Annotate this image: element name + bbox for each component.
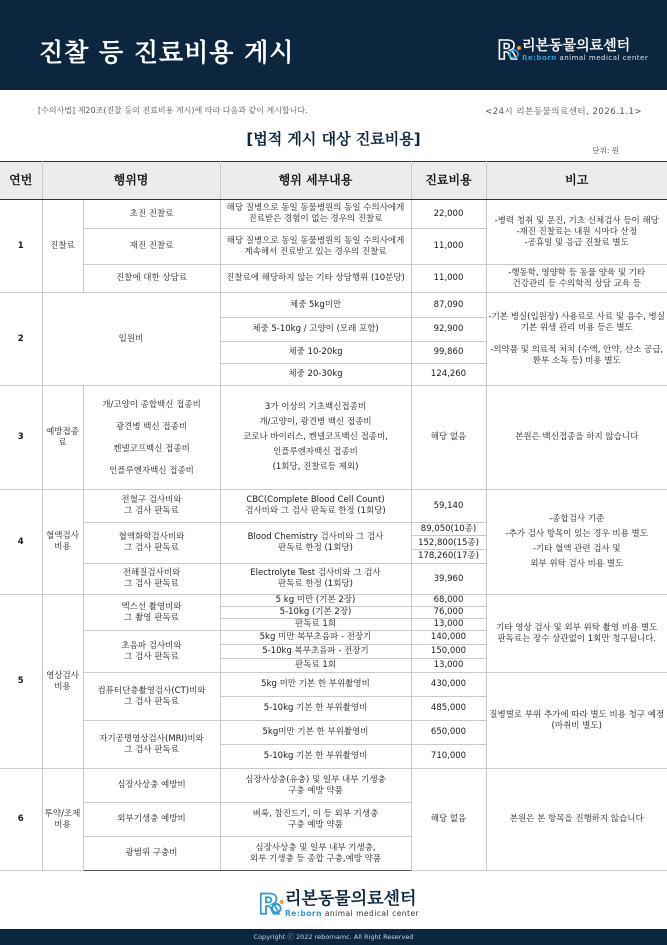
col-header-item: 행위명 bbox=[42, 162, 220, 200]
item-price: 178,260(17종) bbox=[418, 551, 479, 561]
item-detail: 3가 이상의 기초백신접종비 개/고양이, 광견병 백신 접종비 코로나 바이러스, 켄넬코프백신 접종비, 인플루엔자백신 접종비 (1회당, 진찰료등 제외) bbox=[220, 386, 411, 490]
group-category: 영상검사 비용 bbox=[42, 595, 83, 769]
group-category: 혈액검사 비용 bbox=[42, 490, 83, 595]
item-note: 본원은 백신접종을 하지 않습니다 bbox=[486, 386, 667, 490]
svg-text:R: R bbox=[258, 888, 280, 920]
item-name: 전해질검사비와 그 검사 판독료 bbox=[83, 564, 220, 595]
item-price: 76,000 bbox=[411, 607, 486, 619]
item-note: 기타 영상 검사 및 외부 위탁 촬영 비용 별도 판독료는 장수 상관없이 1회만 청구됩니다. bbox=[486, 595, 667, 673]
copyright-text: Copyright ⓒ 2022 rebornamc. All Right Reserved bbox=[253, 933, 414, 941]
item-detail: 벼룩, 참진드기, 이 등 외부 기생충 구충 예방 약품 bbox=[220, 803, 411, 837]
item-detail: 5 kg 미만 (기본 2장) bbox=[220, 595, 411, 607]
group-category: 입원비 bbox=[42, 293, 220, 386]
copyright-bar bbox=[0, 929, 667, 945]
item-detail: 5kg 미만 복부초음파 - 전장기 bbox=[220, 631, 411, 645]
group-number: 6 bbox=[0, 769, 42, 871]
item-name-list bbox=[83, 386, 220, 490]
issuer-date: <24시 리본동물의료센터, 2026.1.1> bbox=[485, 107, 642, 117]
item-price: 11,000 bbox=[411, 265, 486, 293]
item-note: -행동학, 영양학 등 동물 양육 및 기타 건강관리 등 수의학적 상담 교육 등 bbox=[486, 265, 667, 293]
item-detail: 판독료 1회 bbox=[220, 659, 411, 673]
item-detail: 진찰료에 해당하지 않는 기타 상담행위 (10분당) bbox=[220, 265, 411, 293]
item-price: 22,000 bbox=[411, 200, 486, 229]
reborn-logo-icon bbox=[257, 888, 285, 920]
item-name: 진찰에 대한 상담료 bbox=[83, 265, 220, 293]
item-name: 개/고양이 종합백신 접종비 bbox=[102, 399, 201, 410]
group-category: 진찰료 bbox=[42, 200, 83, 293]
item-detail: Electrolyte Test 검사비와 그 검사 판독료 한정 (1회당) bbox=[220, 564, 411, 595]
item-detail: 체중 20-30kg bbox=[220, 364, 411, 386]
col-header-detail: 행위 세부내용 bbox=[220, 162, 411, 200]
brand-name-ko: 리본동물의료센터 bbox=[522, 37, 631, 54]
item-price: 59,140 bbox=[411, 490, 486, 523]
item-name: 엑스선 촬영비와 그 촬영 판독료 bbox=[83, 595, 220, 631]
table-header-row bbox=[0, 162, 667, 200]
item-detail: 판독료 1회 bbox=[220, 619, 411, 631]
item-name: 광범위 구충비 bbox=[83, 837, 220, 871]
item-price: 해당 없음 bbox=[411, 769, 486, 871]
item-detail: 5kg미만 기본 한 부위촬영비 bbox=[220, 721, 411, 745]
item-price: 39,960 bbox=[411, 564, 486, 595]
item-detail: 5-10kg 기본 한 부위촬영비 bbox=[220, 697, 411, 721]
item-name: 광견병 백신 접종비 bbox=[115, 421, 188, 432]
group-number: 2 bbox=[0, 293, 42, 386]
item-name: 심장사상충 예방비 bbox=[83, 769, 220, 803]
group-number: 4 bbox=[0, 490, 42, 595]
group-category: 투약/조제 비용 bbox=[42, 769, 83, 871]
item-detail: 5-10kg 복부초음파 - 전장기 bbox=[220, 645, 411, 659]
table-row bbox=[0, 293, 667, 318]
item-name: 컴퓨터단층촬영검사(CT)비와 그 검사 판독료 bbox=[83, 673, 220, 721]
item-price: 99,860 bbox=[411, 342, 486, 364]
col-header-price: 진료비용 bbox=[411, 162, 486, 200]
col-header-note: 비고 bbox=[486, 162, 667, 200]
item-name: 인플루엔자백신 접종비 bbox=[109, 465, 194, 476]
footer-brand bbox=[257, 888, 419, 920]
item-price: 89,050(10종) bbox=[412, 523, 486, 536]
header-brand bbox=[496, 35, 648, 65]
item-price: 13,000 bbox=[411, 619, 486, 631]
item-price: 92,900 bbox=[411, 318, 486, 342]
brand-name-en: Re:born animal medical center bbox=[522, 53, 649, 62]
item-name: 초음파 검사비와 그 검사 판독료 bbox=[83, 631, 220, 673]
item-detail: 체중 5kg미만 bbox=[220, 293, 411, 318]
reborn-logo-icon bbox=[496, 35, 522, 65]
item-detail: CBC(Complete Blood Cell Count) 검사비와 그 검사 판독료 한정 (1회당) bbox=[220, 490, 411, 523]
item-name: 켄넬코프백신 접종비 bbox=[113, 443, 190, 454]
table-row bbox=[0, 200, 667, 229]
item-price: 710,000 bbox=[411, 745, 486, 769]
item-note: -병력 청취 및 문진, 기초 신체검사 등이 해당 -재진 진찰료는 내원 시마다 산정 -공휴일 및 응급 진찰료 별도 bbox=[486, 200, 667, 265]
item-price: 124,260 bbox=[411, 364, 486, 386]
item-detail: 체중 5-10kg / 고양이 (모래 포함) bbox=[220, 318, 411, 342]
item-price: 140,000 bbox=[411, 631, 486, 645]
item-detail: 5-10kg (기본 2장) bbox=[220, 607, 411, 619]
item-price: 13,000 bbox=[411, 659, 486, 673]
fee-table bbox=[0, 161, 667, 871]
item-price: 150,000 bbox=[411, 645, 486, 659]
item-note: 본원은 본 항목을 진행하지 않습니다 bbox=[486, 769, 667, 871]
table-row bbox=[0, 769, 667, 803]
item-name: 자기공명영상검사(MRI)비와 그 검사 판독료 bbox=[83, 721, 220, 769]
item-detail: 체중 10-20kg bbox=[220, 342, 411, 364]
item-detail: Blood Chemistry 검사비와 그 검사 판독료 한정 (1회당) bbox=[220, 523, 411, 564]
item-detail: 5-10kg 기본 한 부위촬영비 bbox=[220, 745, 411, 769]
page-title: 진찰 등 진료비용 게시 bbox=[39, 38, 295, 67]
item-detail: 심장사상충 및 일부 내부 기생충, 외부 기생충 등 종합 구충,예방 약품 bbox=[220, 837, 411, 871]
item-price: 해당 없음 bbox=[411, 386, 486, 490]
svg-text:R: R bbox=[497, 36, 518, 65]
page-header bbox=[0, 0, 667, 90]
item-name: 혈액화학검사비와 그 검사 판독료 bbox=[83, 523, 220, 564]
item-price: 11,000 bbox=[411, 229, 486, 265]
item-detail: 해당 질병으로 동일 동물병원의 동일 수의사에게 진료받은 경험이 없는 경우의 진찰료 bbox=[220, 200, 411, 229]
table-row bbox=[0, 265, 667, 293]
item-name: 초진 진찰료 bbox=[83, 200, 220, 229]
legal-notice: [수의사법] 제20조(진찰 등의 진료비용 게시)에 따라 다음과 같이 게시합니다. bbox=[38, 106, 308, 115]
unit-label: 단위: 원 bbox=[592, 146, 619, 155]
item-price: 87,090 bbox=[411, 293, 486, 318]
item-price: 650,000 bbox=[411, 721, 486, 745]
item-price: 485,000 bbox=[411, 697, 486, 721]
item-price: 68,000 bbox=[411, 595, 486, 607]
item-price: 152,800(15종) bbox=[412, 536, 486, 550]
item-detail: 심장사상충(유충) 및 일부 내부 기생충 구충 예방 약품 bbox=[220, 769, 411, 803]
brand-name-en: Re:born animal medical center bbox=[285, 908, 420, 918]
table-row bbox=[0, 386, 667, 490]
group-number: 1 bbox=[0, 200, 42, 293]
item-name: 외부기생충 예방비 bbox=[83, 803, 220, 837]
col-header-no: 연번 bbox=[0, 162, 42, 200]
item-detail: 해당 질병으로 동일 동물병원의 동일 수의사에게 계속해서 진료받고 있는 경우의 진찰료 bbox=[220, 229, 411, 265]
table-row bbox=[0, 673, 667, 697]
item-detail: 5kg 미만 기본 한 부위촬영비 bbox=[220, 673, 411, 697]
item-price-multi bbox=[411, 523, 486, 564]
item-note: -기본 병실(입원장) 사용료로 사료 및 음수, 병실 기본 위생 관리 비용 등은 별도 -의약품 및 의료적 처치 (수액, 안약, 산소 공급, 환부 소독 등) 비용 별도 bbox=[486, 293, 667, 386]
brand-name-ko: 리본동물의료센터 bbox=[285, 888, 417, 909]
group-number: 5 bbox=[0, 595, 42, 769]
item-name: 전혈구 검사비와 그 검사 판독료 bbox=[83, 490, 220, 523]
item-price: 430,000 bbox=[411, 673, 486, 697]
item-note: 질병별로 부위 추가에 따라 별도 비용 청구 예정 (마취비 별도) bbox=[486, 673, 667, 769]
item-name: 재진 진찰료 bbox=[83, 229, 220, 265]
table-title: [법적 게시 대상 진료비용] bbox=[246, 130, 421, 148]
group-category: 예방접종료 bbox=[42, 386, 83, 490]
table-row bbox=[0, 595, 667, 607]
table-row bbox=[0, 490, 667, 523]
item-note: -종합검사 기준 -추가 검사 항목이 있는 경우 비용 별도 -기타 혈액 관련 검사 및 외부 위탁 검사 비용 별도 bbox=[486, 490, 667, 595]
group-number: 3 bbox=[0, 386, 42, 490]
